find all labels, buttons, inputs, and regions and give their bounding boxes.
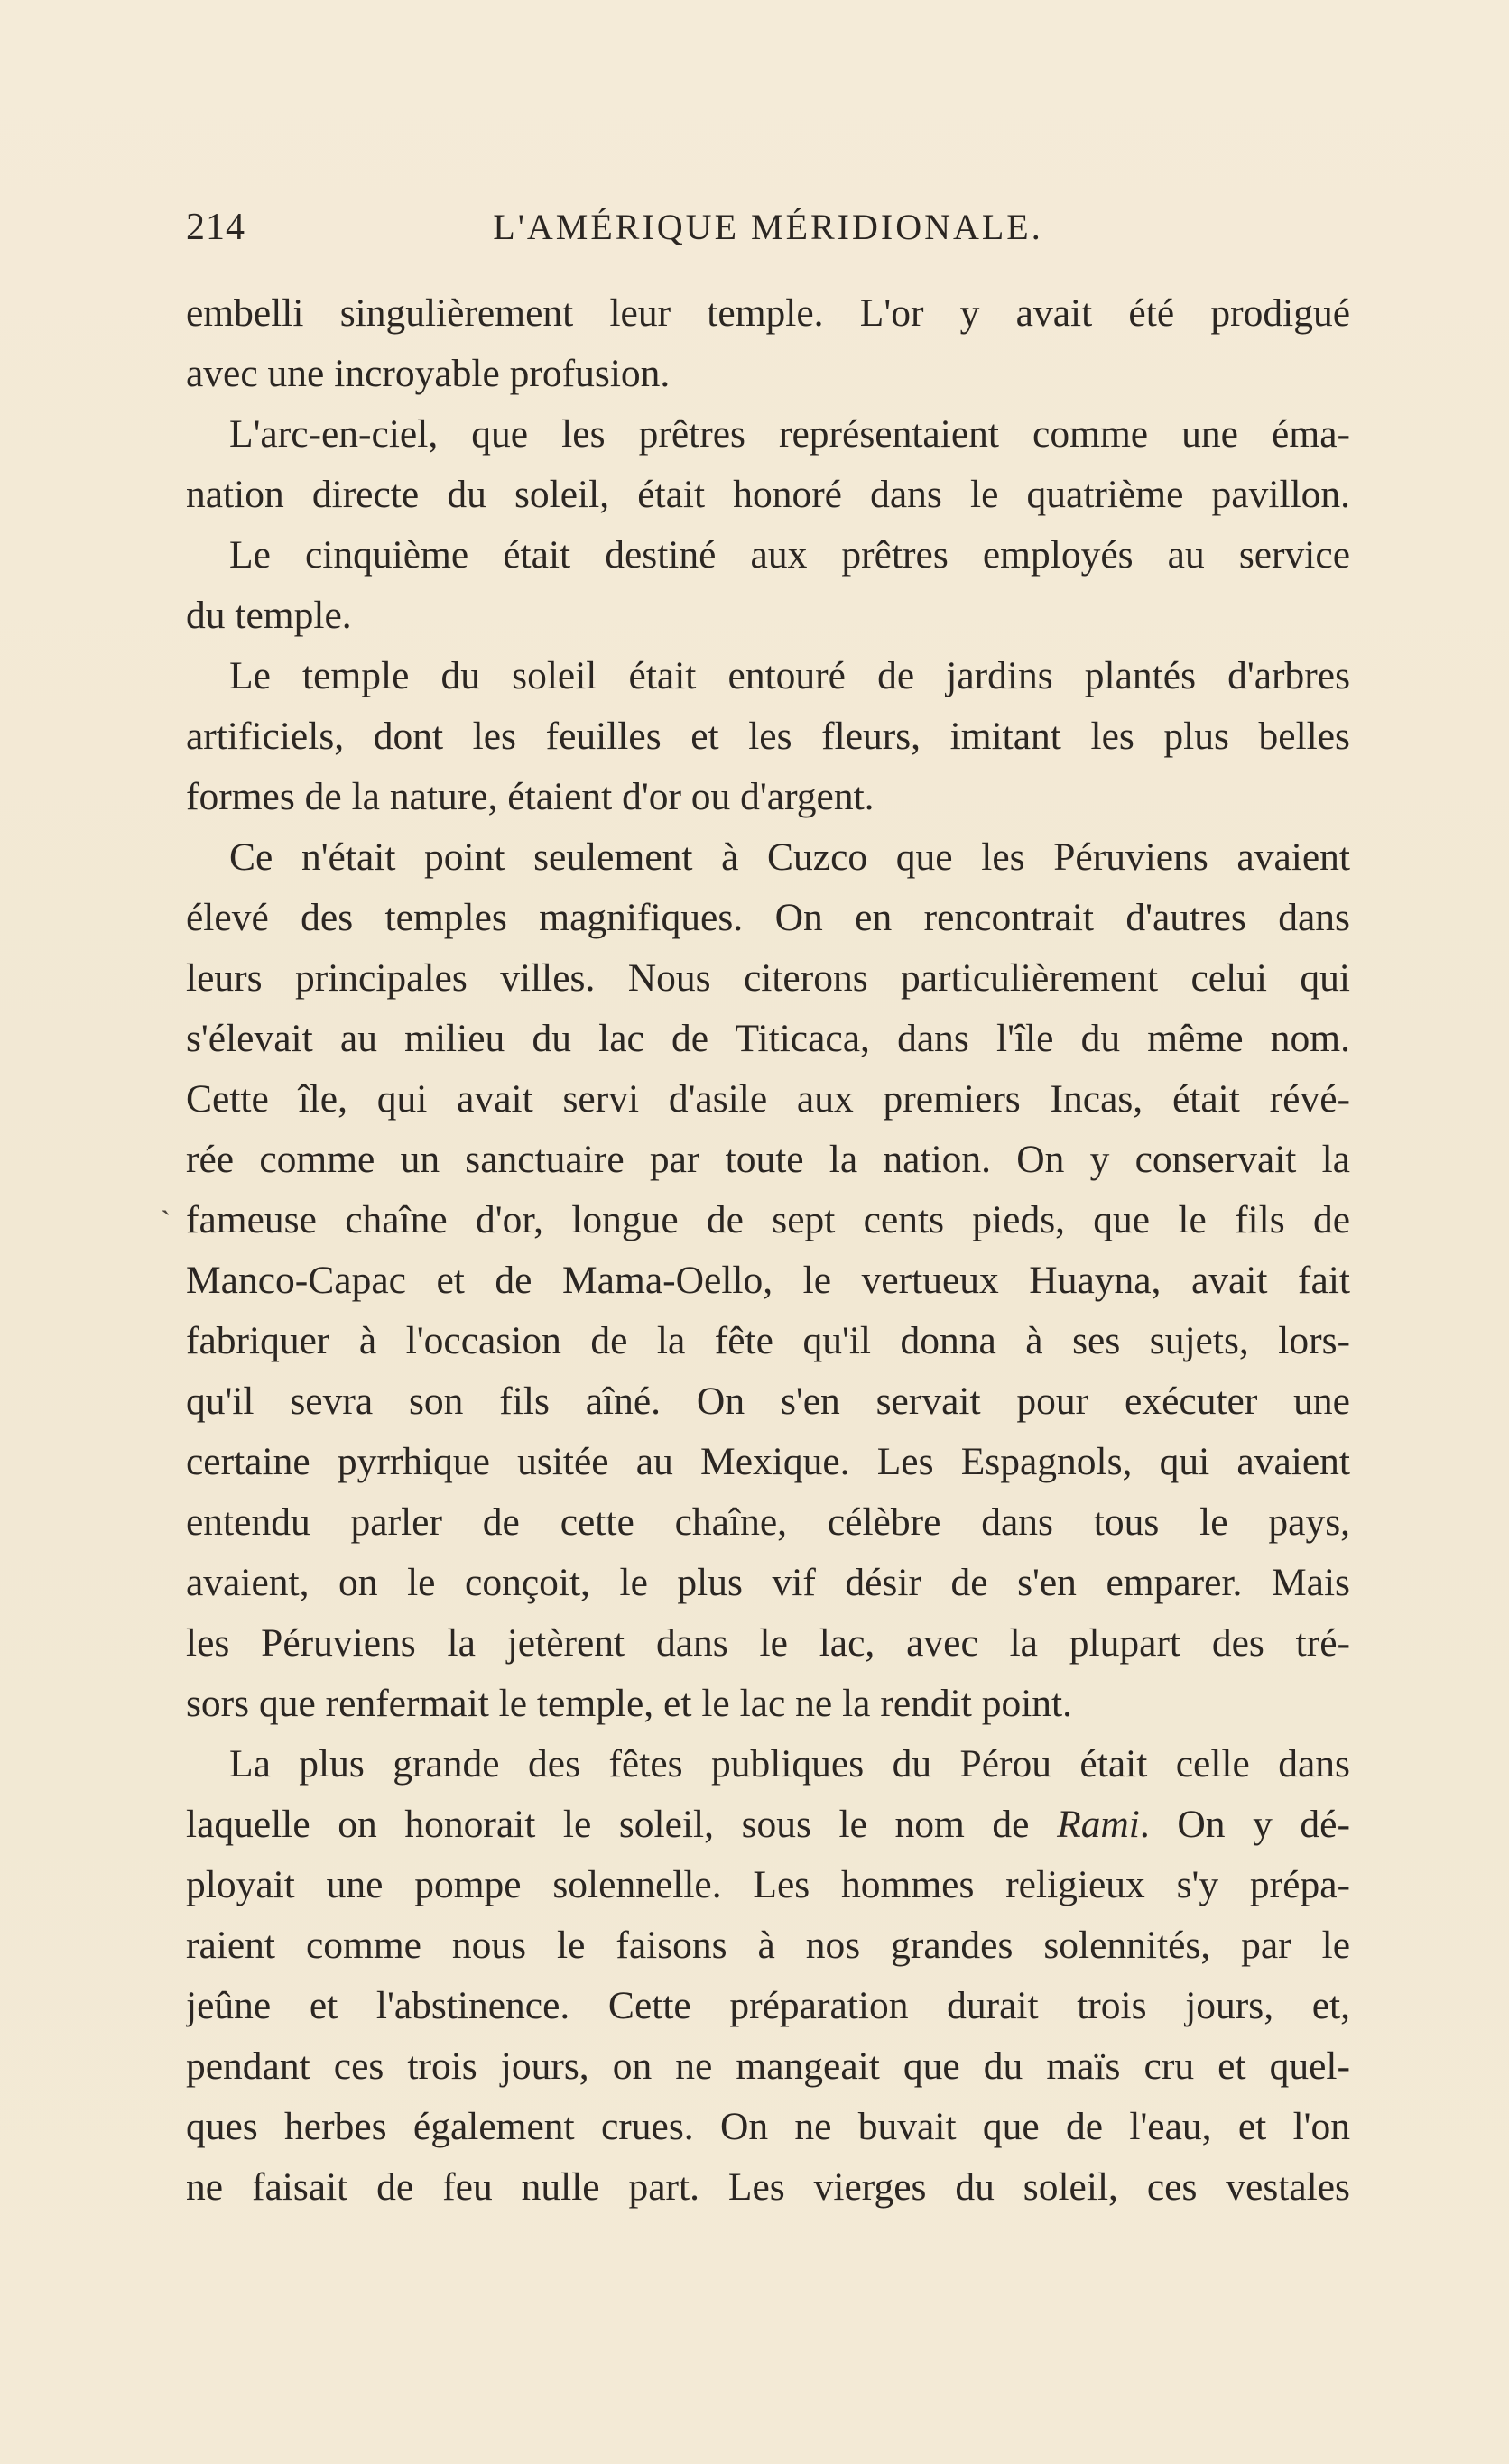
text-line: ne faisait de feu nulle part. Les vierges du soleil, ces vestales: [186, 2165, 1350, 2209]
text-line: nation directe du soleil, était honoré dans le quatrième pavillon.: [186, 473, 1350, 516]
text-line: La plus grande des fêtes publiques du Pérou était celle dans: [229, 1742, 1350, 1786]
running-title: L'AMÉRIQUE MÉRIDIONALE.: [493, 207, 1043, 247]
text-line: les Péruviens la jetèrent dans le lac, avec la plupart des tré-: [186, 1621, 1350, 1665]
text-line: rée comme un sanctuaire par toute la nation. On y conservait la: [186, 1138, 1350, 1181]
text-line: formes de la nature, étaient d'or ou d'argent.: [186, 775, 875, 818]
text-line: jeûne et l'abstinence. Cette préparation durait trois jours, et,: [186, 1984, 1350, 2027]
text-line: pendant ces trois jours, on ne mangeait que du maïs cru et quel-: [186, 2044, 1350, 2088]
body-text: [186, 283, 1350, 2218]
text-line: sors que renfermait le temple, et le lac ne la rendit point.: [186, 1682, 1072, 1725]
text-line: embelli singulièrement leur temple. L'or y avait été prodigué: [186, 291, 1350, 335]
text-line: élevé des temples magnifiques. On en rencontrait d'autres dans: [186, 896, 1350, 939]
text-line: Le cinquième était destiné aux prêtres employés au service: [229, 533, 1350, 577]
page-number: 214: [186, 207, 245, 248]
text-line: ques herbes également crues. On ne buvait que de l'eau, et l'on: [186, 2105, 1350, 2148]
text-segment: . On y dé-: [1139, 1803, 1350, 1846]
text-line: du temple.: [186, 594, 352, 637]
text-line: Manco-Capac et de Mama-Oello, le vertueux Huayna, avait fait: [186, 1259, 1350, 1302]
running-head: [186, 206, 1350, 260]
text-segment: laquelle on honorait le soleil, sous le nom de: [186, 1803, 1058, 1846]
text-line: certaine pyrrhique usitée au Mexique. Les Espagnols, qui avaient: [186, 1440, 1350, 1483]
text-line: raient comme nous le faisons à nos grandes solennités, par le: [186, 1924, 1350, 1967]
text-line: s'élevait au milieu du lac de Titicaca, dans l'île du même nom.: [186, 1017, 1350, 1060]
margin-mark: `: [161, 1205, 171, 1239]
text-line: qu'il sevra son fils aîné. On s'en servait pour exécuter une: [186, 1380, 1350, 1423]
text-line: leurs principales villes. Nous citerons particulièrement celui qui: [186, 956, 1350, 1000]
text-line: avaient, on le conçoit, le plus vif désir de s'en emparer. Mais: [186, 1561, 1350, 1604]
text-line: Cette île, qui avait servi d'asile aux premiers Incas, était révé-: [186, 1077, 1350, 1121]
text-line: Le temple du soleil était entouré de jardins plantés d'arbres: [229, 654, 1350, 697]
text-line-with-italic: [186, 1795, 1350, 1855]
text-line: fabriquer à l'occasion de la fête qu'il donna à ses sujets, lors-: [186, 1319, 1350, 1362]
text-line: fameuse chaîne d'or, longue de sept cents pieds, que le fils de: [186, 1198, 1350, 1241]
text-line: ployait une pompe solennelle. Les hommes religieux s'y prépa-: [186, 1863, 1350, 1906]
italic-term: Rami: [1057, 1803, 1140, 1846]
text-line: entendu parler de cette chaîne, célèbre dans tous le pays,: [186, 1500, 1350, 1544]
text-line: artificiels, dont les feuilles et les fleurs, imitant les plus belles: [186, 715, 1350, 758]
text-line: L'arc-en-ciel, que les prêtres représentaient comme une éma-: [229, 412, 1350, 456]
text-line: avec une incroyable profusion.: [186, 352, 671, 395]
text-line: Ce n'était point seulement à Cuzco que les Péruviens avaient: [229, 835, 1350, 879]
